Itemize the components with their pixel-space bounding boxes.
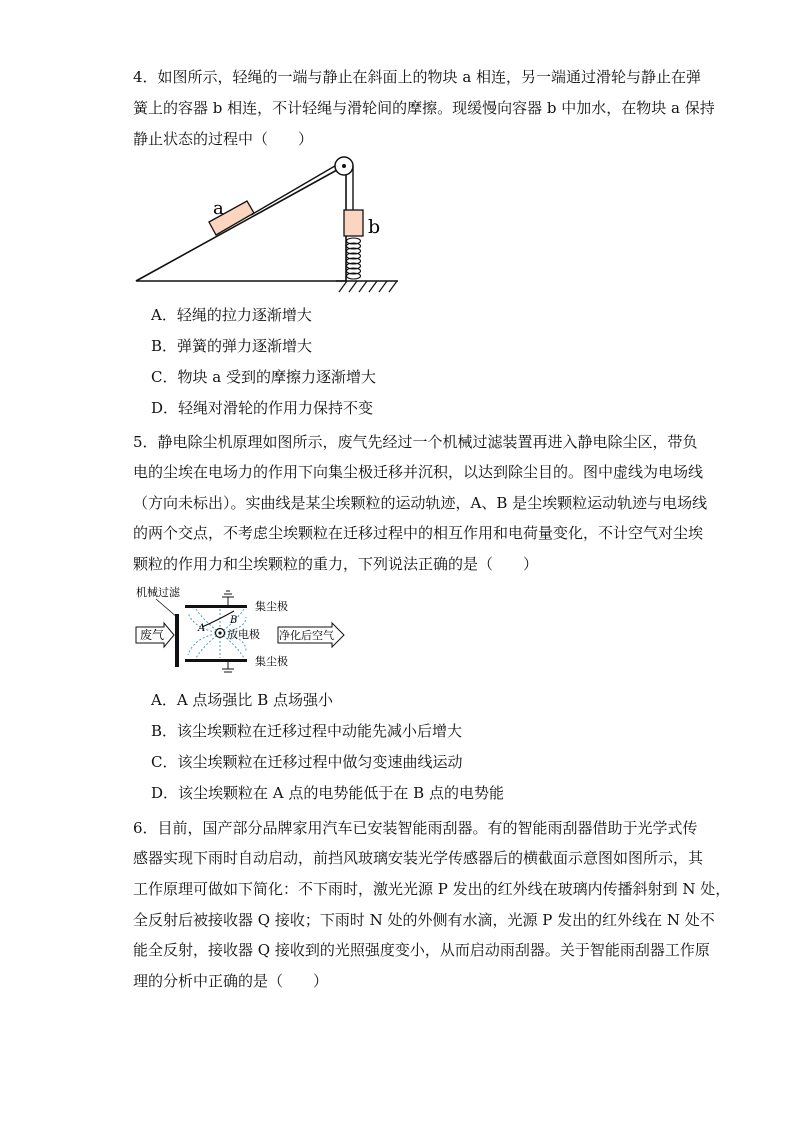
- q4-option-c: C．物块 a 受到的摩擦力逐渐增大: [151, 368, 376, 386]
- outlet-label: 净化后空气: [279, 629, 334, 642]
- q5-option-b: B．该尘埃颗粒在迁移过程中动能先减小后增大: [151, 722, 463, 740]
- q5-precipitator-figure: [134, 583, 354, 675]
- spring-icon: [347, 238, 361, 279]
- q5-stem-line-2: 电的尘埃在电场力的作用下向集尘极迁移并沉积，以达到除尘目的。图中虚线为电场线: [133, 463, 704, 481]
- filter-pointer: [156, 599, 178, 618]
- bottom-plate-label: 集尘极: [255, 655, 288, 668]
- q4-option-b: B．弹簧的弹力逐渐增大: [151, 337, 313, 355]
- q4-incline-figure: [130, 150, 410, 300]
- q5-option-d: D．该尘埃颗粒在 A 点的电势能低于在 B 点的电势能: [151, 784, 504, 802]
- filter-plate: [175, 614, 179, 667]
- q6-stem-line-6: 理的分析中正确的是（ ）: [133, 972, 329, 990]
- q5-stem-line-5: 颗粒的作用力和尘埃颗粒的重力，下列说法正确的是（ ）: [133, 555, 539, 573]
- rope-incline-part: [251, 163, 340, 215]
- label-a: a: [213, 198, 224, 219]
- top-plate-label: 集尘极: [255, 600, 288, 613]
- q4-stem-line-1: 4．如图所示，轻绳的一端与静止在斜面上的物块 a 相连，另一端通过滑轮与静止在弹: [133, 68, 702, 86]
- q4-stem-line-3: 静止状态的过程中（ ）: [133, 130, 314, 148]
- point-b-label: B: [230, 615, 238, 626]
- filter-label: 机械过滤: [136, 586, 180, 599]
- q5-option-c: C．该尘埃颗粒在迁移过程中做匀变速曲线运动: [151, 753, 463, 771]
- q5-option-a: A．A 点场强比 B 点场强小: [151, 691, 333, 709]
- label-b: b: [368, 216, 381, 238]
- incline-slope: [136, 165, 346, 281]
- q6-stem-line-3: 工作原理可做如下简化：不下雨时，激光光源 P 发出的红外线在玻璃内传播斜射到 N 处，: [133, 880, 731, 898]
- q4-option-d: D．轻绳对滑轮的作用力保持不变: [151, 399, 374, 417]
- q6-stem-line-1: 6．目前，国产部分品牌家用汽车已安装智能雨刮器。有的智能雨刮器借助于光学式传: [133, 819, 698, 837]
- top-collector-plate: [185, 605, 247, 608]
- ground-hatch: [339, 281, 397, 292]
- q6-stem-line-4: 全反射后被接收器 Q 接收；下雨时 N 处的外侧有水滴，光源 P 发出的红外线在 N 处不: [133, 911, 715, 929]
- q5-stem-line-1: 5．静电除尘机原理如图所示，废气先经过一个机械过滤装置再进入静电除尘区，带负: [133, 433, 698, 451]
- q6-stem-line-5: 能全反射，接收器 Q 接收到的光照强度变小，从而启动雨刮器。关于智能雨刮器工作原: [133, 941, 710, 959]
- q4-stem-line-2: 簧上的容器 b 相连，不计轻绳与滑轮间的摩擦。现缓慢向容器 b 中加水，在物块 a 保持: [133, 99, 715, 117]
- bottom-collector-plate: [185, 659, 247, 662]
- q6-stem-line-2: 感器实现下雨时自动启动，前挡风玻璃安装光学传感器后的横截面示意图如图所示，其: [133, 849, 704, 867]
- point-a-label: A: [198, 623, 206, 634]
- discharge-label: 放电极: [227, 628, 260, 641]
- inlet-label: 废气: [140, 628, 165, 642]
- q5-stem-line-3: （方向未标出）。实曲线是某尘埃颗粒的运动轨迹，A、B 是尘埃颗粒运动轨迹与电场线: [133, 494, 708, 512]
- q5-stem-line-4: 的两个交点，不考虑尘埃颗粒在迁移过程中的相互作用和电荷量变化，不计空气对尘埃: [133, 524, 704, 542]
- container-b: [344, 210, 363, 236]
- pulley-axle: [342, 164, 346, 168]
- q4-option-a: A．轻绳的拉力逐渐增大: [151, 306, 312, 324]
